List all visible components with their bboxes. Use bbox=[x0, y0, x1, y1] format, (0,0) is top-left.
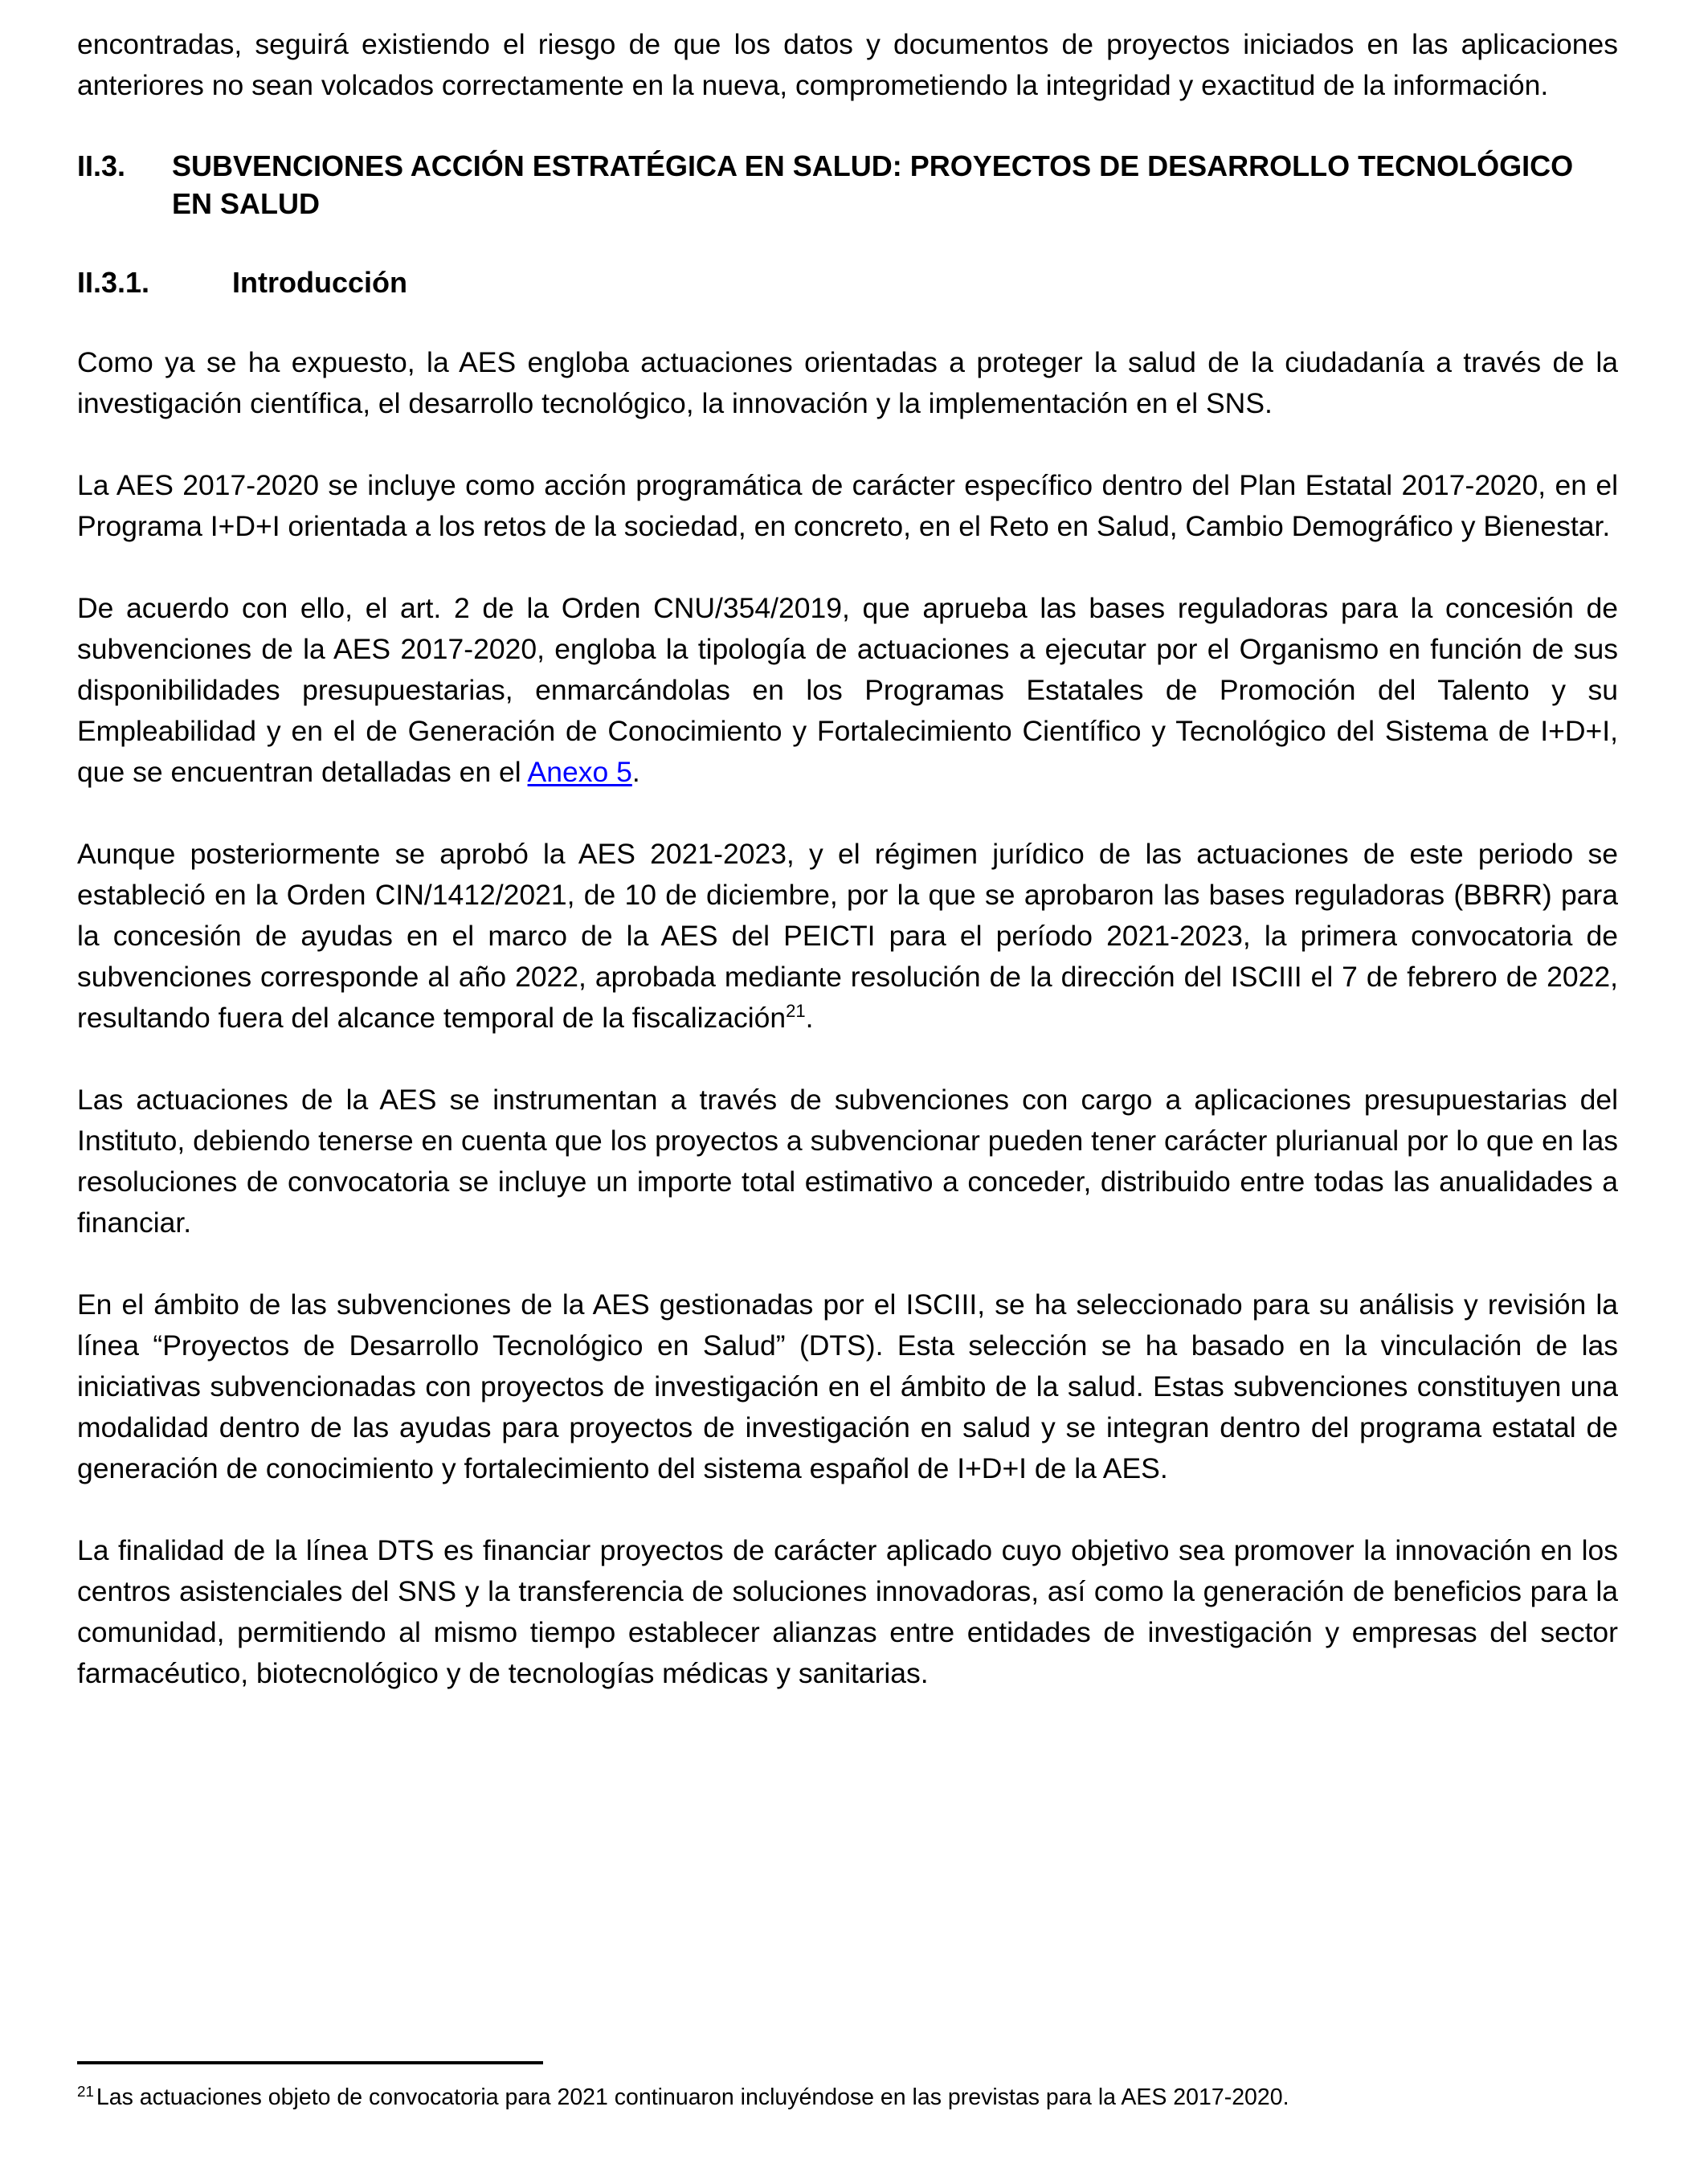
footnote-body-text: Las actuaciones objeto de convocatoria para 2021 continuaron incluyéndose en las previstas para la AES 2017-2020. bbox=[96, 2084, 1289, 2110]
subsection-heading-number: II.3.1. bbox=[77, 266, 150, 299]
anexo-5-link[interactable]: Anexo 5 bbox=[527, 756, 632, 788]
paragraph-aes-2021-2023-text: Aunque posteriormente se aprobó la AES 2021-2023, y el régimen jurídico de las actuaciones de este periodo se estableció en la Orden CIN/1412/2021, de 10 de diciembre, por la que se aprobaron las bases reguladoras (BBRR) para la concesión de ayudas en el marco de la AES del PEICTI para el período 2021-2023, la primera convocatoria de subvenciones corresponde al año 2022, aprobada mediante resolución de la dirección del ISCIII el 7 de febrero de 2022, resultando fuera del alcance temporal de la fiscalización bbox=[77, 838, 1618, 1034]
footnote-separator-rule bbox=[77, 2061, 543, 2064]
continued-paragraph: encontradas, seguirá existiendo el riesgo de que los datos y documentos de proyectos iniciados en las aplicaciones anteriores no sean volcados correctamente en la nueva, comprometiendo la integridad y exactitud de la información. bbox=[77, 28, 1618, 101]
spacer bbox=[77, 424, 1618, 465]
paragraph-ambito-dts: En el ámbito de las subvenciones de la AES gestionadas por el ISCIII, se ha seleccionado para su análisis y revisión la línea “Proyectos de Desarrollo Tecnológico en Salud” (DTS). Esta selección se ha basado en la vinculación de las iniciativas subvencionadas con proyectos de investigación en el ámbito de la salud. Estas subvenciones constituyen una modalidad dentro de las ayudas para proyectos de investigación en salud y se integran dentro del programa estatal de generación de conocimiento y fortalecimiento del sistema español de I+D+I de la AES. bbox=[77, 1288, 1618, 1484]
spacer bbox=[77, 301, 1618, 342]
footnote-number: 21 bbox=[77, 2082, 94, 2100]
paragraph-aes-2021-2023 bbox=[77, 834, 1618, 1039]
footnote-entry bbox=[77, 2082, 1618, 2113]
subsection-heading-title: Introducción bbox=[232, 266, 407, 299]
section-heading-title: SUBVENCIONES ACCIÓN ESTRATÉGICA EN SALUD: PROYECTOS DE DESARROLLO TECNOLÓGICO EN SALUD bbox=[172, 149, 1574, 220]
footnote-area bbox=[77, 2061, 1618, 2113]
section-heading-number: II.3. bbox=[77, 149, 126, 182]
paragraph-finalidad-dts: La finalidad de la línea DTS es financiar proyectos de carácter aplicado cuyo objetivo sea promover la innovación en los centros asistenciales del SNS y la transferencia de soluciones innovadoras, así como la generación de beneficios para la comunidad, permitiendo al mismo tiempo establecer alianzas entre entidades de investigación y empresas del sector farmacéutico, biotecnológico y de tecnologías médicas y sanitarias. bbox=[77, 1534, 1618, 1689]
spacer bbox=[77, 106, 1618, 147]
paragraph-intro-aes: Como ya se ha expuesto, la AES engloba actuaciones orientadas a proteger la salud de la ciudadanía a través de la investigación científica, el desarrollo tecnológico, la innovación y la implementación en el SNS. bbox=[77, 346, 1618, 419]
page-content bbox=[77, 0, 1618, 1694]
spacer bbox=[77, 223, 1618, 263]
footnote-reference-21[interactable]: 21 bbox=[786, 1001, 806, 1022]
paragraph-orden-cnu-tail: . bbox=[631, 756, 640, 788]
paragraph-orden-cnu bbox=[77, 588, 1618, 793]
paragraph-orden-cnu-text: De acuerdo con ello, el art. 2 de la Orden CNU/354/2019, que aprueba las bases reguladoras para la concesión de subvenciones de la AES 2017-2020, engloba la tipología de actuaciones a ejecutar por el Organismo en función de sus disponibilidades presupuestarias, enmarcándolas en los Programas Estatales de Promoción del Talento y su Empleabilidad y en el de Generación de Conocimiento y Fortalecimiento Científico y Tecnológico del Sistema de I+D+I, que se encuentran detalladas en el bbox=[77, 592, 1618, 788]
subsection-heading bbox=[77, 263, 1618, 301]
paragraph-aes-2021-2023-tail: . bbox=[805, 1002, 814, 1034]
spacer bbox=[77, 793, 1618, 834]
spacer bbox=[77, 1039, 1618, 1080]
section-heading bbox=[77, 147, 1618, 223]
paragraph-aes-2017-2020: La AES 2017-2020 se incluye como acción programática de carácter específico dentro del Plan Estatal 2017-2020, en el Programa I+D+I orientada a los retos de la sociedad, en concreto, en el Reto en Salud, Cambio Demográfico y Bienestar. bbox=[77, 469, 1618, 542]
paragraph-actuaciones-subvenciones: Las actuaciones de la AES se instrumentan a través de subvenciones con cargo a aplicaciones presupuestarias del Instituto, debiendo tenerse en cuenta que los proyectos a subvencionar pueden tener carácter plurianual por lo que en las resoluciones de convocatoria se incluye un importe total estimativo a conceder, distribuido entre todas las anualidades a financiar. bbox=[77, 1084, 1618, 1239]
spacer bbox=[77, 547, 1618, 588]
spacer bbox=[77, 1243, 1618, 1284]
spacer bbox=[77, 1489, 1618, 1530]
